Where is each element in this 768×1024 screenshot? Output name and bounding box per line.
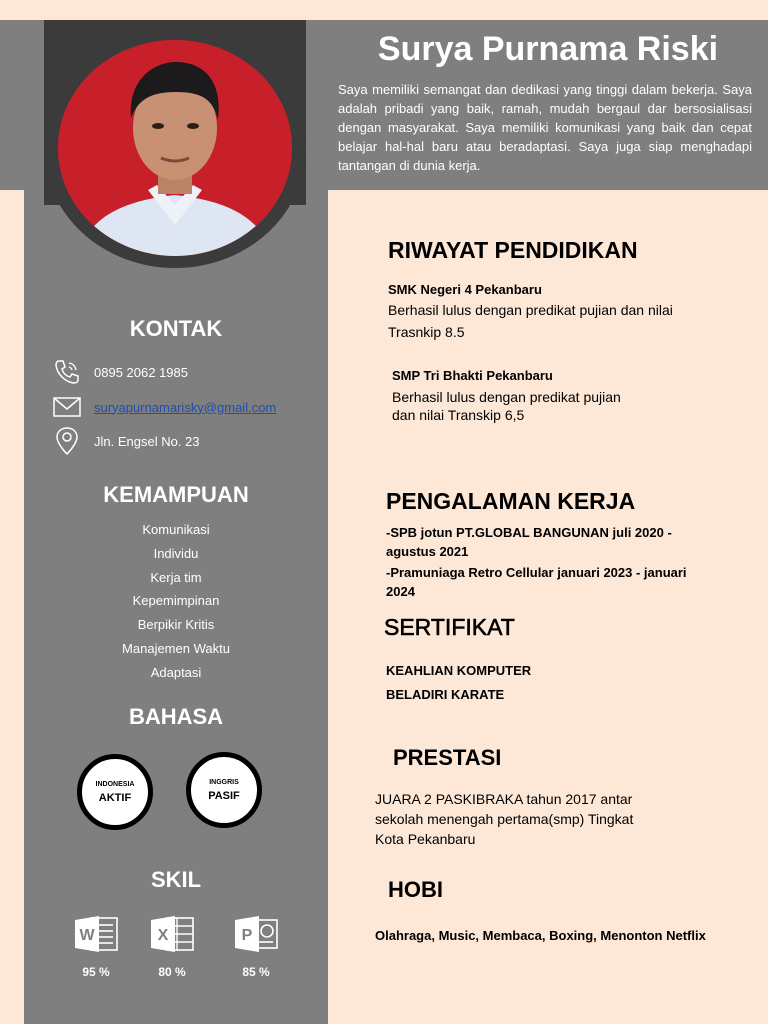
profile-photo	[58, 40, 292, 256]
decorative-notch	[0, 190, 24, 240]
hobby-list: Olahraga, Music, Membaca, Boxing, Menonton Netflix	[375, 928, 706, 943]
school-desc-line: Trasnkip 8.5	[388, 324, 465, 340]
experience-line: -Pramuniaga Retro Cellular januari 2023 - januari	[386, 565, 687, 580]
list-item: Adaptasi	[150, 664, 202, 680]
list-item: Individu	[153, 545, 199, 561]
prestasi-heading: PRESTASI	[393, 745, 502, 770]
list-item: Manajemen Waktu	[122, 640, 230, 656]
skill-percentage: 85 %	[242, 965, 270, 979]
svg-text:X: X	[157, 927, 169, 944]
address-text: Jln. Engsel No. 23	[94, 433, 200, 449]
skil-heading: SKIL	[150, 867, 202, 892]
school-desc-line: Berhasil lulus dengan predikat pujian	[392, 389, 621, 405]
skill-excel	[148, 914, 196, 979]
svg-text:W: W	[79, 927, 95, 944]
experience-line: agustus 2021	[386, 544, 469, 559]
hobi-heading: HOBI	[388, 877, 443, 902]
school-desc-line: dan nilai Transkip 6,5	[392, 407, 525, 423]
experience-line: -SPB jotun PT.GLOBAL BANGUNAN juli 2020 -	[386, 525, 672, 540]
contact-email	[52, 393, 322, 421]
mail-icon	[52, 393, 82, 421]
list-item: Komunikasi	[142, 522, 210, 537]
skill-percentage: 95 %	[82, 965, 110, 979]
location-pin-icon	[52, 427, 82, 455]
experience-line: 2024	[386, 584, 415, 599]
language-name: INDONESIA	[95, 780, 135, 788]
list-item: Kepemimpinan	[132, 593, 220, 609]
language-badge-inggris	[186, 752, 262, 828]
achievement-line: Kota Pekanbaru	[375, 831, 476, 847]
school-name: SMP Tri Bhakti Pekanbaru	[392, 368, 553, 383]
school-name: SMK Negeri 4 Pekanbaru	[388, 282, 542, 297]
contact-address	[52, 427, 322, 455]
kemampuan-heading: KEMAMPUAN	[103, 482, 249, 507]
pendidikan-heading: RIWAYAT PENDIDIKAN	[388, 237, 638, 263]
skill-word	[72, 914, 120, 979]
main-panel	[328, 190, 768, 230]
language-level: AKTIF	[98, 791, 132, 804]
skill-percentage: 80 %	[158, 965, 186, 979]
intro-paragraph: Saya memiliki semangat dan dedikasi yang tinggi dalam bekerja. Saya adalah pribadi yang baik, ramah, mudah bergaul dar bersosialisasi dengan masyarakat. Saya memiliki komunikasi yang baik dan cepat belajar hal-hal baru atau beradaptasi. Saya juga siap menghadapi tantangan di dunia kerja.	[338, 82, 752, 173]
sertifikat-heading: SERTIFIKAT	[384, 614, 515, 640]
certificate-item: KEAHLIAN KOMPUTER	[386, 663, 532, 678]
bahasa-heading: BAHASA	[128, 704, 224, 729]
excel-icon	[149, 914, 195, 954]
language-level: PASIF	[208, 789, 240, 802]
powerpoint-icon	[233, 914, 279, 954]
language-badge-indonesia	[77, 754, 153, 830]
contact-phone	[52, 358, 322, 386]
list-item: Berpikir Kritis	[137, 617, 215, 633]
phone-icon	[52, 358, 82, 386]
school-desc-line: Berhasil lulus dengan predikat pujian dan nilai	[388, 302, 673, 318]
certificate-item: BELADIRI KARATE	[386, 687, 505, 702]
skill-powerpoint	[232, 914, 280, 979]
achievement-line: sekolah menengah pertama(smp) Tingkat	[375, 811, 634, 827]
svg-text:P: P	[241, 927, 253, 944]
list-item: Kerja tim	[150, 569, 202, 585]
achievement-line: JUARA 2 PASKIBRAKA tahun 2017 antar	[375, 791, 633, 807]
pengalaman-heading: PENGALAMAN KERJA	[386, 488, 636, 514]
email-link[interactable]: suryapurnamarisky@gmail.com	[94, 399, 277, 415]
phone-number: 0895 2062 1985	[94, 364, 188, 380]
candidate-name: Surya Purnama Riski	[377, 30, 719, 68]
kemampuan-list	[24, 518, 328, 685]
word-icon	[73, 914, 119, 954]
kontak-heading: KONTAK	[129, 316, 223, 341]
language-name: INGGRIS	[209, 778, 239, 786]
